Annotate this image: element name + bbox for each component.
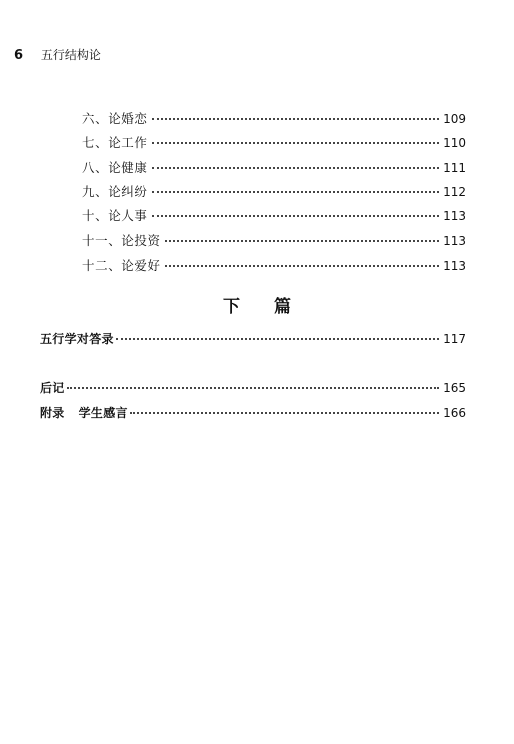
- leader-dots: [152, 108, 440, 120]
- toc-entry[interactable]: [82, 184, 466, 200]
- toc-entry[interactable]: [40, 331, 466, 347]
- toc-entry-title: 五行学对答录: [40, 332, 114, 346]
- toc-entry-page: 166: [443, 406, 466, 420]
- toc-entry-page: 113: [443, 209, 466, 223]
- toc-entry[interactable]: [82, 233, 466, 249]
- toc-entry-appendix[interactable]: [40, 405, 466, 421]
- toc-entry-page: 110: [443, 136, 466, 150]
- toc-entry-title: 七、论工作: [82, 135, 148, 150]
- toc-entry-title: 十二、论爱好: [82, 258, 161, 273]
- toc-entry[interactable]: [82, 111, 466, 127]
- book-title: 五行结构论: [40, 48, 101, 62]
- toc-entry-title: 十、论人事: [82, 208, 148, 223]
- toc-entry[interactable]: [82, 258, 466, 274]
- leader-dots: [67, 377, 439, 389]
- toc-entry-afterword[interactable]: [40, 380, 466, 396]
- toc-entry-page: 112: [443, 185, 466, 199]
- toc-entry-page: 109: [443, 112, 466, 126]
- leader-dots: [152, 157, 440, 169]
- toc-entry-title: 八、论健康: [82, 160, 148, 175]
- appendix-label: 附录: [40, 406, 65, 420]
- toc-entry[interactable]: [82, 208, 466, 224]
- toc-entry-page: 113: [443, 259, 466, 273]
- section-title: 下篇: [223, 297, 325, 317]
- page-number: 6: [14, 48, 24, 63]
- leader-dots: [152, 181, 440, 193]
- toc-entry[interactable]: [82, 135, 466, 151]
- leader-dots: [152, 205, 440, 217]
- toc-entry-title: 六、论婚恋: [82, 111, 148, 126]
- toc-entry-page: 165: [443, 381, 466, 395]
- toc-entry-title: 后记: [40, 381, 65, 395]
- toc-entry[interactable]: [82, 160, 466, 176]
- toc-entry-title: 九、论纠纷: [82, 184, 148, 199]
- toc-entry-page: 111: [443, 161, 466, 175]
- leader-dots: [165, 230, 439, 242]
- toc-entry-page: 117: [443, 332, 466, 346]
- running-header: [14, 47, 101, 64]
- toc-entry-title: 十一、论投资: [82, 233, 161, 248]
- toc-entry-title: 学生感言: [78, 406, 128, 420]
- leader-dots: [152, 132, 440, 144]
- leader-dots: [116, 328, 439, 340]
- toc-entry-page: 113: [443, 234, 466, 248]
- leader-dots: [165, 255, 439, 267]
- leader-dots: [130, 402, 439, 414]
